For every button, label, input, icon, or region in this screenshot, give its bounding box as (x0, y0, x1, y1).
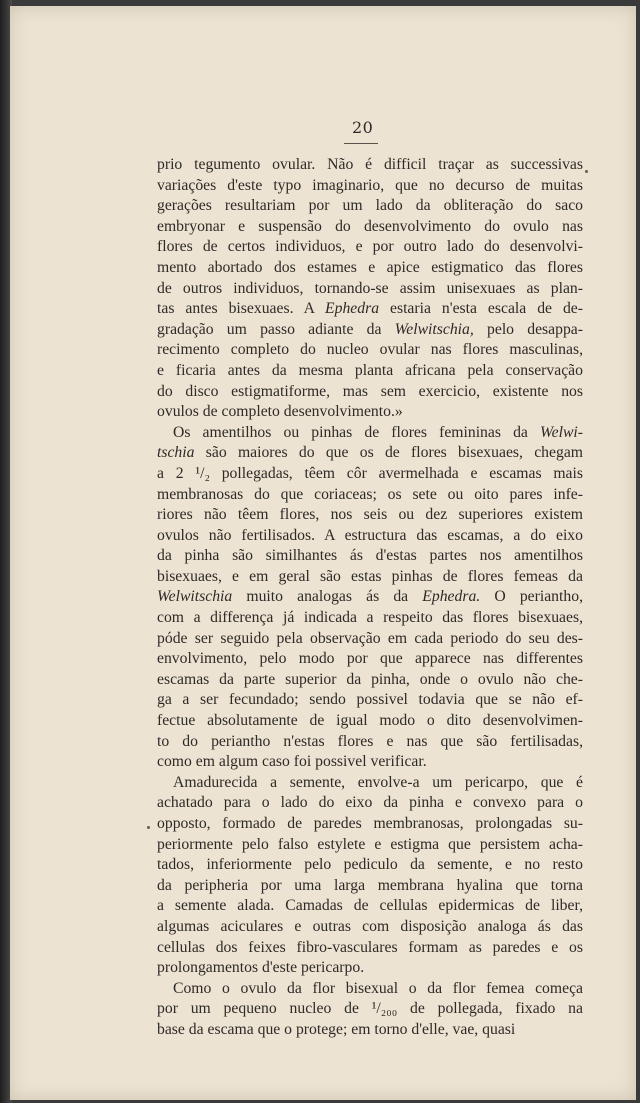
text-line (157, 732, 583, 753)
text-line (157, 773, 583, 794)
text-line (157, 752, 583, 773)
text-line (157, 402, 583, 423)
text-segment: periormente pelo falso estylete e estigma que persistem acha- (157, 835, 583, 853)
text-segment: são maiores do que os de flores bisexuaes, chegam (194, 444, 583, 462)
italic-segment: Welwi- (540, 423, 583, 441)
text-segment: prio tegumento ovular. Não é difficil traçar as successivas (157, 156, 583, 173)
text-segment: como em algum caso foi possivel verificar. (157, 753, 427, 771)
text-line (157, 979, 583, 1000)
text-segment: tados, inferiormente pelo pediculo da semente, e no resto (157, 856, 583, 874)
text-segment: ga a ser fecundado; sendo possivel todavia que se não ef- (157, 691, 583, 709)
text-segment: mento abortado dos estames e apice estigmatico das flores (157, 258, 583, 276)
text-segment: prolongamentos d'este pericarpo. (157, 959, 365, 977)
text-line (157, 958, 583, 979)
text-line (157, 711, 583, 732)
text-segment: da peripheria por uma larga membrana hyalina que torna (157, 876, 583, 894)
text-segment: do disco estigmatiforme, mas sem exercicio, existente nos (157, 382, 583, 400)
text-segment: fectue absolutamente de igual modo o dito desenvolvimen- (157, 712, 583, 730)
text-segment: Os amentilhos ou pinhas de flores femininas da (173, 423, 540, 441)
text-line (157, 299, 583, 320)
text-segment: Como o ovulo da flor bisexual o da flor femea começa (173, 979, 583, 997)
text-segment: achatado para o lado do eixo da pinha e convexo para o (157, 794, 583, 812)
text-segment: ovulos de completo desenvolvimento.» (157, 403, 403, 421)
text-line (157, 629, 583, 650)
text-segment: a 2 ¹/₂ pollegadas, têem côr avermelhada e escamas mais (157, 464, 583, 482)
paragraph (157, 773, 583, 979)
text-segment: escamas da parte superior da pinha, onde o ovulo não che- (157, 670, 583, 688)
ink-speck (147, 826, 150, 829)
text-line (157, 835, 583, 856)
text-line (157, 793, 583, 814)
italic-segment: Welwitschia (157, 588, 233, 606)
text-line (157, 258, 583, 279)
text-segment: ovulos não fertilisados. A estructura das escamas, a do eixo (157, 526, 583, 544)
text-segment: por um pequeno nucleo de ¹/₂₀₀ de pollegada, fixado na (157, 1000, 583, 1018)
text-segment: com a differença já indicada a respeito das flores bisexuaes, (157, 609, 583, 627)
ink-speck (585, 170, 588, 173)
text-line (157, 587, 583, 608)
text-line (157, 196, 583, 217)
text-segment: algumas aciculares e outras com disposição analoga ás das (157, 917, 583, 935)
text-line (157, 382, 583, 403)
paragraph (157, 979, 583, 1041)
text-segment: riores não têem flores, nos seis ou dez superiores existem (157, 506, 583, 524)
text-segment: muito analogas ás da (232, 588, 423, 606)
text-segment: opposto, formado de paredes membranosas, prolongadas su- (157, 815, 583, 832)
text-segment: pelo desappa- (473, 320, 583, 338)
text-segment: tas antes bisexuaes. A (157, 300, 326, 318)
text-line (157, 896, 583, 917)
text-line (157, 814, 583, 835)
italic-segment: Welwitschia, (394, 320, 474, 338)
text-line (157, 320, 583, 341)
text-line (157, 176, 583, 197)
text-line (157, 505, 583, 526)
text-line (157, 217, 583, 238)
paragraph (157, 155, 583, 423)
text-segment: cellulas dos feixes fibro-vasculares formam as paredes e os (157, 938, 583, 956)
text-line (157, 999, 583, 1020)
text-segment: de outros individuos, tornando-se assim unisexuaes as plan- (157, 279, 583, 297)
text-line (157, 155, 583, 176)
text-line (157, 938, 583, 959)
text-line (157, 340, 583, 361)
text-line (157, 917, 583, 938)
text-segment: Amadurecida a semente, envolve-a um pericarpo, que é (173, 773, 583, 791)
text-line (157, 361, 583, 382)
text-line (157, 567, 583, 588)
text-segment: base da escama que o protege; em torno d'elle, vae, quasi (157, 1020, 516, 1038)
italic-segment: Ephedra. (422, 588, 481, 606)
text-line (157, 464, 583, 485)
paragraph (157, 423, 583, 773)
text-line (157, 608, 583, 629)
italic-segment: Ephedra (325, 300, 380, 318)
text-segment: membranosas do que coriaceas; os sete ou oito pares infe- (157, 485, 583, 503)
body-text (157, 155, 583, 1041)
text-line (157, 1020, 583, 1041)
text-line (157, 279, 583, 300)
text-segment: bisexuaes, e em geral são estas pinhas de flores femeas da (157, 567, 583, 585)
text-line (157, 423, 583, 444)
text-line (157, 649, 583, 670)
text-line (157, 690, 583, 711)
text-segment: flores de certos individuos, e por outro lado do desenvolvi- (157, 238, 583, 256)
text-segment: póde ser seguido pela observação em cada periodo do seu des- (157, 629, 583, 647)
text-segment: to do perianthо n'estas flores e nas que são fertilisadas, (157, 732, 583, 750)
text-line (157, 546, 583, 567)
text-line (157, 485, 583, 506)
text-segment: estaria n'esta escala de de- (379, 300, 583, 318)
text-segment: a semente alada. Camadas de cellulas epidermicas de liber, (157, 897, 583, 915)
italic-segment: tschia (157, 444, 195, 462)
page-number-rule (344, 143, 378, 144)
text-segment: O perianthо, (480, 588, 583, 606)
text-segment: variações d'este typo imaginario, que no decurso de muitas (157, 176, 583, 194)
text-segment: embryonar e suspensão do desenvolvimento do ovulo nas (157, 217, 583, 235)
text-segment: e ficaria antes da mesma planta africana pela conservação (157, 361, 583, 379)
text-segment: gerações resultariam por um lado da obliteração do saco (157, 197, 583, 215)
text-segment: da pinha são similhantes ás d'estas partes nos amentilhos (157, 547, 583, 565)
text-segment: recimento completo do nucleo ovular nas flores masculinas, (157, 341, 583, 359)
text-segment: gradação um passo adiante da (157, 320, 395, 338)
text-line (157, 855, 583, 876)
text-line (157, 526, 583, 547)
text-line (157, 670, 583, 691)
text-line (157, 443, 583, 464)
page-number: 20 (352, 118, 374, 137)
text-segment: envolvimento, pelo modo por que apparece nas differentes (157, 650, 583, 668)
text-line (157, 876, 583, 897)
text-line (157, 237, 583, 258)
